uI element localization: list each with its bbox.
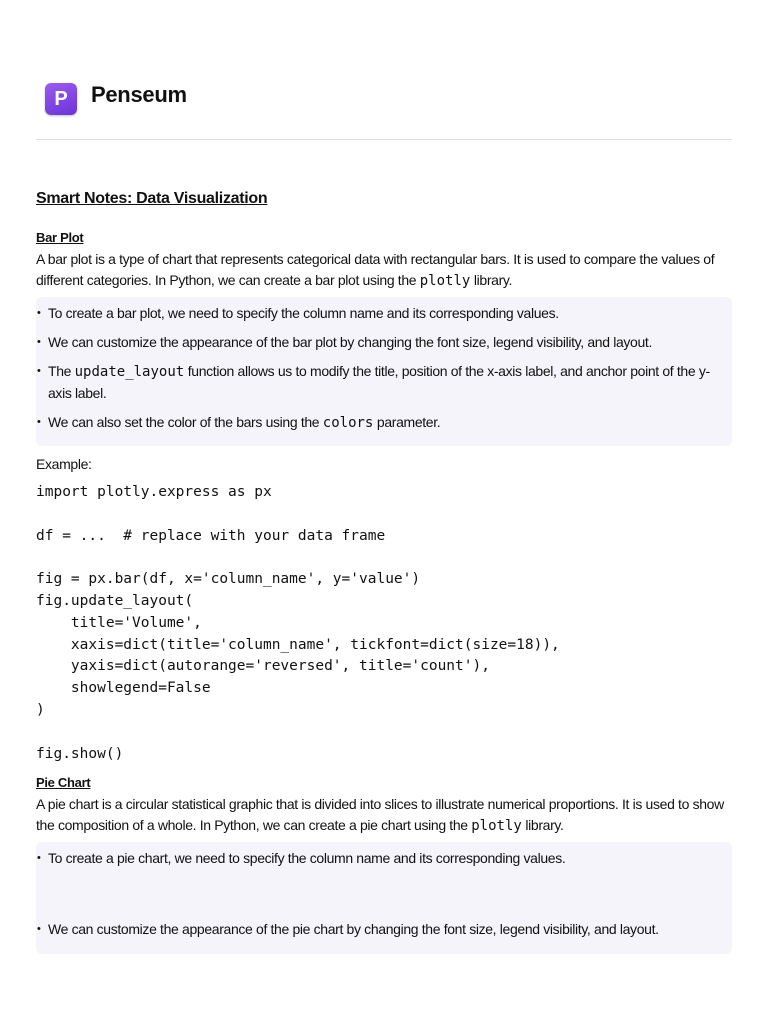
list-item: • We can customize the appearance of the pie chart by changing the font size, legend visibility, and layout. (36, 919, 720, 940)
section-pie-chart (36, 775, 732, 954)
penseum-logo-icon[interactable]: P (45, 83, 77, 115)
bar-plot-key-points (36, 297, 732, 446)
example-label: Example: (36, 456, 92, 472)
list-item: • The update_layout function allows us to modify the title, position of the x-axis label, and anchor point of the y-axis label. (36, 361, 720, 404)
inline-code-plotly: plotly (471, 818, 522, 835)
section-bar-plot (36, 230, 732, 765)
code-block: import plotly.express as px df = ... # replace with your data frame fig = px.bar(df, x='column_name', y='value') fig.update_layout( title='Volume', xaxis=dict(title='column_name', tickfont=dict(size=18)), yaxis=dict(autorange='reversed', title='count'), showlegend=False ) fig.show() (36, 484, 560, 762)
bar-plot-intro: A bar plot is a type of chart that represents categorical data with rectangular bars. It is used to compare the values of different categories. In Python, we can create a bar plot using the plotly library. (36, 251, 715, 289)
list-item: • To create a bar plot, we need to specify the column name and its corresponding values. (36, 303, 720, 324)
brand-name[interactable]: Penseum (91, 82, 187, 107)
inline-code-update-layout: update_layout (74, 364, 185, 380)
section-heading-pie-chart: Pie Chart (36, 775, 91, 791)
inline-code-plotly: plotly (419, 273, 471, 289)
pie-chart-intro: A pie chart is a circular statistical graphic that is divided into slices to illustrate numerical proportions. It is used to show the composition of a whole. In Python, we can create a pie chart using the plotly library. (36, 796, 724, 835)
list-item: • We can also set the color of the bars using the colors parameter. (36, 412, 720, 434)
page-title: Smart Notes: Data Visualization (36, 190, 268, 207)
list-item: • We can customize the appearance of the bar plot by changing the font size, legend visibility, and layout. (36, 332, 720, 353)
section-heading-bar-plot: Bar Plot (36, 230, 84, 245)
list-item: • To create a pie chart, we need to specify the column name and its corresponding values. (36, 848, 720, 869)
note-content (36, 190, 732, 954)
pie-chart-key-points (36, 842, 732, 954)
app-header (36, 78, 732, 140)
inline-code-colors: colors (322, 415, 374, 431)
